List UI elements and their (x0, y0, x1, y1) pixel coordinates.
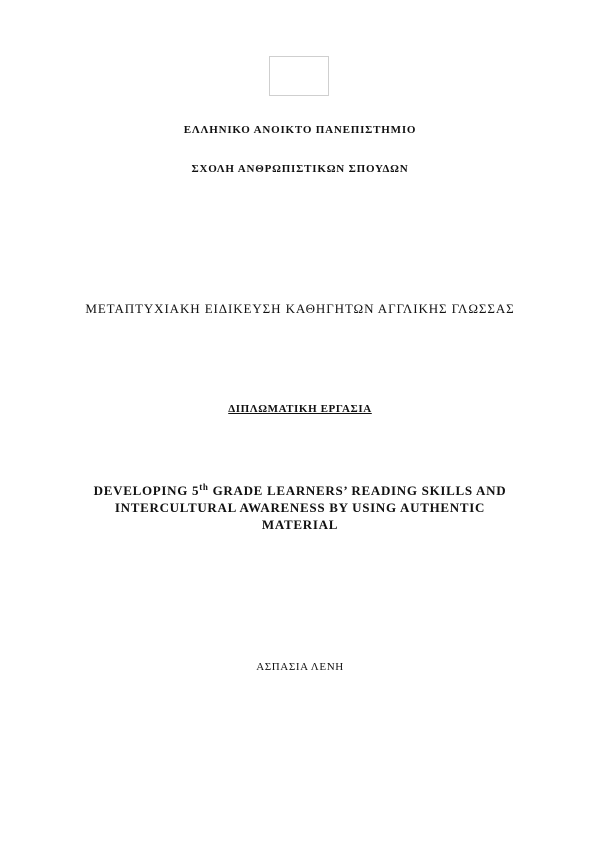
author-name: ΑΣΠΑΣΙΑ ΛΕΝΗ (256, 661, 344, 673)
university-logo (269, 56, 329, 96)
title-line-2: INTERCULTURAL AWARENESS BY USING AUTHENTIC (114, 500, 486, 515)
title-line-3: MATERIAL (261, 517, 339, 532)
program-name: ΜΕΤΑΠΤΥΧΙΑΚΗ ΕΙΔΙΚΕΥΣΗ ΚΑΘΗΓΗΤΩΝ ΑΓΓΛΙΚΗΣ ΓΛΩΣΣΑΣ (85, 301, 515, 316)
title-line-1 (40, 482, 560, 499)
university-name: ΕΛΛΗΝΙΚΟ ΑΝΟΙΚΤΟ ΠΑΝΕΠΙΣΤΗΜΙΟ (183, 124, 417, 136)
title-line-1-end: GRADE LEARNERS’ READING SKILLS AND (208, 483, 507, 498)
school-name: ΣΧΟΛΗ ΑΝΘΡΩΠΙΣΤΙΚΩΝ ΣΠΟΥΔΩΝ (191, 163, 409, 175)
thesis-type: ΔΙΠΛΩΜΑΤΙΚΗ ΕΡΓΑΣΙΑ (228, 403, 372, 415)
title-superscript: th (199, 482, 209, 492)
thesis-title (40, 482, 560, 533)
title-line-1-start: DEVELOPING 5 (93, 483, 200, 498)
